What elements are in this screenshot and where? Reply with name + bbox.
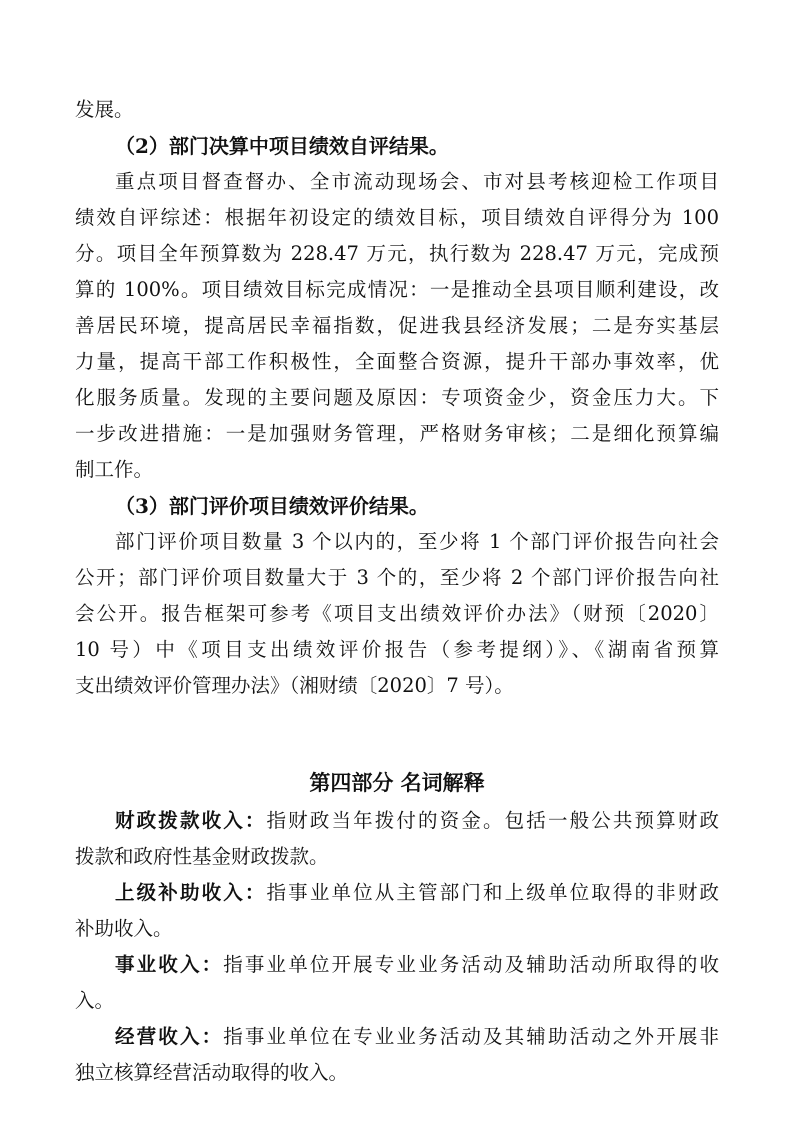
glossary-definition: 指事业单位从主管部门和上级单位取得的非财政 bbox=[266, 881, 719, 904]
glossary-definition-cont: 补助收入。 bbox=[75, 917, 173, 940]
glossary-term: 财政拨款收入： bbox=[115, 809, 267, 832]
paragraph-line: 发展。 bbox=[75, 98, 134, 121]
paragraph-line: 10 号）中《项目支出绩效评价报告（参考提纲）》、《湖南省预算 bbox=[75, 638, 719, 661]
paragraph-line: 化服务质量。发现的主要问题及原因：专项资金少，资金压力大。下 bbox=[75, 386, 719, 409]
glossary-definition-cont: 拨款和政府性基金财政拨款。 bbox=[75, 845, 329, 868]
document-page bbox=[75, 92, 719, 1091]
glossary-item bbox=[75, 1019, 719, 1091]
paragraph-line: 分。项目全年预算数为 228.47 万元，执行数为 228.47 万元，完成预 bbox=[75, 242, 719, 265]
paragraph-line: 部门评价项目数量 3 个以内的，至少将 1 个部门评价报告向社会 bbox=[115, 530, 719, 553]
paragraph-line: 制工作。 bbox=[75, 458, 154, 481]
glossary-definition: 指财政当年拨付的资金。包括一般公共预算财政 bbox=[266, 809, 719, 832]
paragraph-line: 一步改进措施：一是加强财务管理，严格财务审核；二是细化预算编 bbox=[75, 422, 719, 445]
glossary-definition-cont: 入。 bbox=[75, 989, 115, 1012]
subheading-3: （3）部门评价项目绩效评价结果。 bbox=[115, 494, 429, 518]
glossary bbox=[75, 803, 719, 1091]
paragraph-line: 算的 100%。项目绩效目标完成情况：一是推动全县项目顺利建设，改 bbox=[75, 278, 719, 301]
paragraph-line: 公开；部门评价项目数量大于 3 个的，至少将 2 个部门评价报告向社 bbox=[75, 566, 719, 589]
paragraph-line: 力量，提高干部工作积极性，全面整合资源，提升干部办事效率，优 bbox=[75, 350, 719, 373]
glossary-definition: 指事业单位开展专业业务活动及辅助活动所取得的收 bbox=[223, 953, 719, 976]
subheading-2: （2）部门决算中项目绩效自评结果。 bbox=[115, 134, 449, 158]
paragraph-department-evaluation bbox=[75, 524, 719, 704]
glossary-term: 经营收入： bbox=[115, 1025, 224, 1048]
glossary-term: 上级补助收入： bbox=[115, 881, 267, 904]
paragraph-line: 重点项目督查督办、全市流动现场会、市对县考核迎检工作项目 bbox=[115, 170, 719, 193]
paragraph-line: 支出绩效评价管理办法》（湘财绩〔2020〕7 号）。 bbox=[75, 674, 514, 697]
glossary-term: 事业收入： bbox=[115, 953, 224, 976]
glossary-definition: 指事业单位在专业业务活动及其辅助活动之外开展非 bbox=[223, 1025, 719, 1048]
section-title: 第四部分 名词解释 bbox=[309, 770, 485, 795]
glossary-item bbox=[75, 803, 719, 875]
paragraph-line: 善居民环境，提高居民幸福指数，促进我县经济发展；二是夯实基层 bbox=[75, 314, 719, 337]
paragraph-project-self-evaluation bbox=[75, 164, 719, 488]
glossary-item bbox=[75, 875, 719, 947]
glossary-definition-cont: 独立核算经营活动取得的收入。 bbox=[75, 1061, 349, 1084]
paragraph-line: 会公开。报告框架可参考《项目支出绩效评价办法》（财预〔2020〕 bbox=[75, 602, 719, 625]
glossary-item bbox=[75, 947, 719, 1019]
paragraph-line: 绩效自评综述：根据年初设定的绩效目标，项目绩效自评得分为 100 bbox=[75, 206, 719, 229]
